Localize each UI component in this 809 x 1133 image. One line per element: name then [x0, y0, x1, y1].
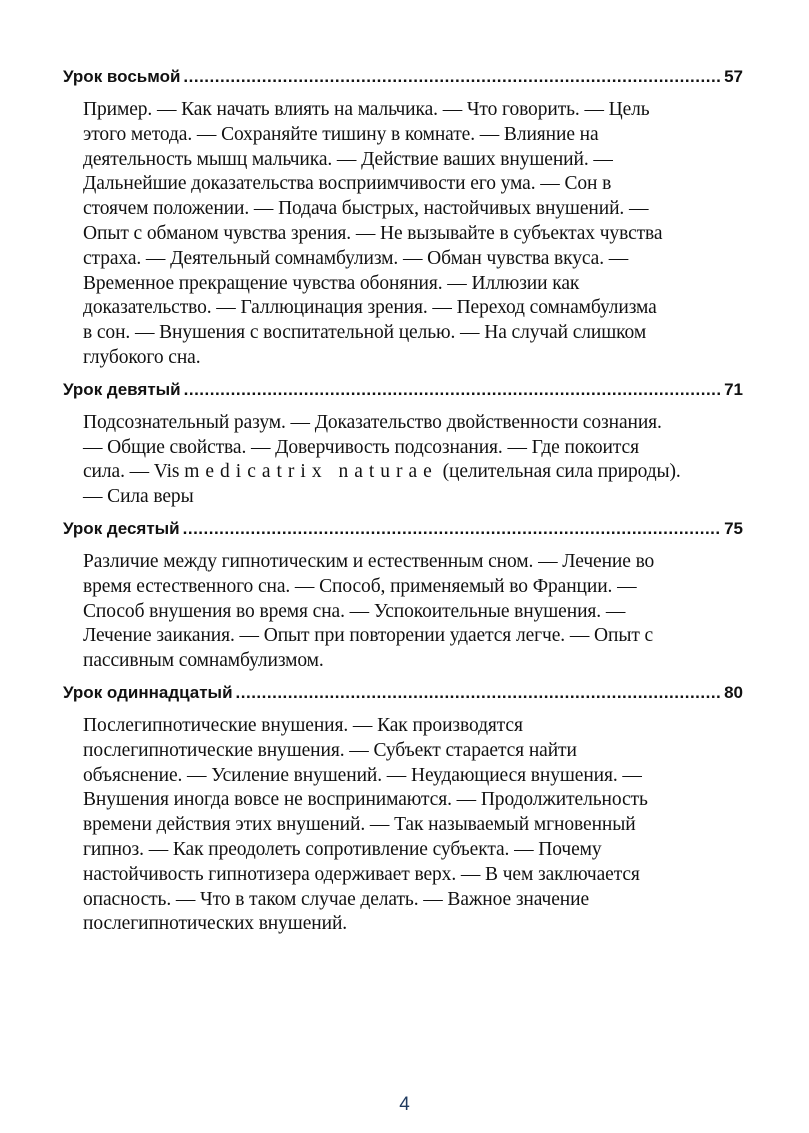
toc-heading[interactable]: [63, 66, 743, 88]
lesson-summary: [83, 714, 743, 937]
summary-line: страха. — Деятельный сомнамбулизм. — Обман чувства вкуса. —: [83, 247, 629, 269]
table-of-contents: [63, 66, 743, 937]
summary-line: Опыт с обманом чувства зрения. — Не вызывайте в субъектах чувства: [83, 222, 663, 244]
summary-line: послегипнотические внушения. — Субъект старается найти: [83, 739, 577, 761]
lesson-title: Урок девятый: [63, 379, 181, 399]
lesson-title: Урок одиннадцатый: [63, 682, 233, 702]
summary-line: Подсознательный разум. — Доказательство двойственности сознания.: [83, 411, 662, 433]
summary-line: Способ внушения во время сна. — Успокоительные внушения. —: [83, 600, 626, 622]
lesson-title: Урок восьмой: [63, 67, 181, 86]
summary-line: этого метода. — Сохраняйте тишину в комнате. — Влияние на: [83, 123, 599, 145]
toc-heading[interactable]: [63, 682, 743, 704]
summary-line: — Сила веры: [83, 486, 194, 508]
summary-line: времени действия этих внушений. — Так называемый мгновенный: [83, 814, 636, 836]
summary-line: глубокого сна.: [83, 346, 201, 368]
summary-text: сила. — Vis: [83, 461, 185, 483]
summary-line: послегипнотических внушений.: [83, 913, 348, 935]
summary-line: Различие между гипнотическим и естественным сном. — Лечение во: [83, 550, 655, 572]
page-ref: 57: [724, 67, 743, 86]
leader-dots: [183, 518, 721, 540]
summary-line: настойчивость гипнотизера одерживает верх. — В чем заключается: [83, 863, 640, 885]
toc-entry-lesson-9: [63, 379, 743, 510]
page-ref: 71: [724, 379, 743, 399]
leader-dots: [184, 379, 721, 401]
summary-line: Внушения иногда вовсе не воспринимаются. — Продолжительность: [83, 789, 648, 811]
summary-line: доказательство. — Галлюцинация зрения. — Переход сомнамбулизма: [83, 297, 657, 319]
summary-line: в сон. — Внушения с воспитательной целью. — На случай слишком: [83, 322, 647, 344]
page-number: 4: [399, 1094, 410, 1115]
summary-text: (целительная сила природы).: [437, 461, 681, 483]
summary-line: стоячем положении. — Подача быстрых, настойчивых внушений. —: [83, 198, 649, 220]
summary-line: — Общие свойства. — Доверчивость подсознания. — Где покоится: [83, 436, 639, 458]
toc-entry-lesson-10: [63, 518, 743, 674]
summary-line: время естественного сна. — Способ, применяемый во Франции. —: [83, 575, 637, 597]
summary-line: пассивным сомнамбулизмом.: [83, 650, 324, 672]
summary-line: гипноз. — Как преодолеть сопротивление субъекта. — Почему: [83, 838, 602, 860]
lesson-title: Урок десятый: [63, 518, 180, 538]
summary-line: Послегипнотические внушения. — Как производятся: [83, 714, 523, 736]
summary-line: Временное прекращение чувства обоняния. — Иллюзии как: [83, 272, 580, 294]
summary-line: Дальнейшие доказательства восприимчивости его ума. — Сон в: [83, 173, 612, 195]
page-ref: 75: [724, 518, 743, 538]
summary-line: Пример. — Как начать влиять на мальчика. — Что говорить. — Цель: [83, 99, 650, 120]
lesson-summary: [83, 550, 743, 674]
toc-entry-lesson-11: [63, 682, 743, 937]
summary-line: объяснение. — Усиление внушений. — Неудающиеся внушения. —: [83, 764, 642, 786]
leader-dots: [183, 66, 721, 88]
leader-dots: [236, 682, 722, 704]
summary-line: Лечение заикания. — Опыт при повторении удается легче. — Опыт с: [83, 625, 654, 647]
lesson-summary: [83, 411, 743, 510]
toc-heading[interactable]: [63, 379, 743, 401]
latin-phrase: medicatrix naturae: [184, 461, 438, 483]
lesson-summary: [83, 98, 743, 371]
toc-heading[interactable]: [63, 518, 743, 540]
summary-line: деятельность мышц мальчика. — Действие ваших внушений. —: [83, 148, 613, 170]
toc-entry-lesson-8: [63, 66, 743, 371]
page-ref: 80: [724, 682, 743, 702]
summary-line: опасность. — Что в таком случае делать. — Важное значение: [83, 888, 590, 910]
summary-line: [83, 460, 743, 485]
